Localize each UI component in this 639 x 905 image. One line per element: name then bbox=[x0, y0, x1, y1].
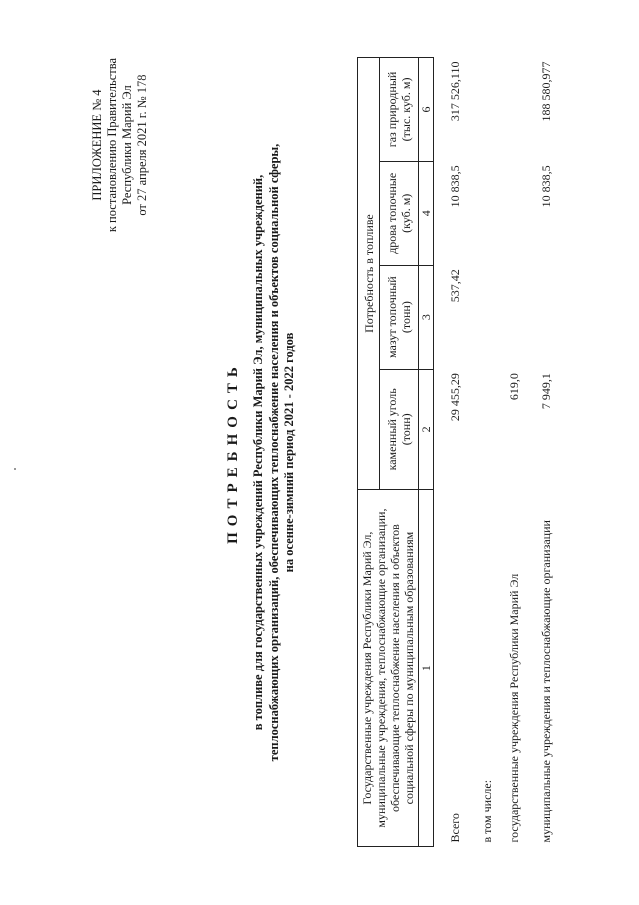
header-natural-gas: газ природный (тыс. куб. м) bbox=[380, 58, 419, 162]
column-number: 6 bbox=[419, 58, 434, 162]
cell-coal bbox=[466, 369, 498, 490]
decree-number: 178 bbox=[135, 74, 149, 94]
scan-speck bbox=[14, 468, 16, 470]
header-coal: каменный уголь (тонн) bbox=[380, 369, 419, 490]
row-label: Всего bbox=[448, 813, 462, 843]
column-number: 4 bbox=[419, 161, 434, 265]
subtitle-line: в топливе для государственных учреждений Республики Марий Эл, муниципальных учреждений, bbox=[251, 174, 265, 731]
table-row-state-institutions bbox=[498, 58, 530, 847]
row-label: муниципальные учреждения и теплоснабжающие организации bbox=[539, 520, 553, 843]
header-fuel-demand: Потребность в топливе bbox=[358, 58, 380, 490]
appendix-date bbox=[135, 58, 150, 232]
cell-fuel-oil bbox=[466, 265, 498, 369]
title-block bbox=[225, 40, 298, 865]
subtitle-line: теплоснабжающих организаций, обеспечивающих теплоснабжение населения и объектов социальной сферы, bbox=[266, 143, 281, 762]
column-number: 2 bbox=[419, 369, 434, 490]
date-rest: апреля 2021 г. № bbox=[135, 96, 149, 186]
column-number: 3 bbox=[419, 265, 434, 369]
table-row-municipal-institutions bbox=[530, 58, 562, 847]
appendix-republic: Республики Марий Эл bbox=[120, 85, 134, 205]
appendix-header bbox=[90, 58, 150, 232]
cell-fuel-oil bbox=[530, 265, 562, 369]
appendix-reference: к постановлению Правительства bbox=[105, 58, 119, 233]
date-day: 27 bbox=[135, 188, 149, 201]
row-label: в том числе: bbox=[480, 779, 494, 843]
cell-coal: 7 949,1 bbox=[539, 373, 553, 410]
cell-natural-gas: 188 580,977 bbox=[539, 61, 553, 122]
cell-natural-gas: 317 526,110 bbox=[448, 61, 462, 122]
cell-natural-gas bbox=[466, 58, 498, 162]
header-firewood: дрова топочные (куб. м) bbox=[380, 161, 419, 265]
fuel-demand-table bbox=[357, 57, 562, 847]
header-organizations: Государственные учреждения Республики Марий Эл, муниципальные учреждения, теплоснабжающие организации, обеспечивающие теплоснабжение населения и объектов социальной сферы по муниципальным образованиям bbox=[358, 490, 419, 847]
subtitle-line: на осенне-зимний период 2021 - 2022 годов bbox=[282, 332, 296, 573]
cell-fuel-oil bbox=[498, 265, 530, 369]
table-row-total bbox=[434, 58, 467, 847]
cell-firewood bbox=[466, 161, 498, 265]
cell-coal: 29 455,29 bbox=[448, 373, 462, 422]
cell-firewood bbox=[498, 161, 530, 265]
cell-firewood: 10 838,5 bbox=[448, 165, 462, 208]
document-subtitle bbox=[251, 40, 298, 865]
cell-fuel-oil: 537,42 bbox=[448, 269, 462, 303]
cell-firewood: 10 838,5 bbox=[539, 165, 553, 208]
column-number: 1 bbox=[419, 490, 434, 847]
cell-natural-gas bbox=[498, 58, 530, 162]
table-row-including bbox=[466, 58, 498, 847]
appendix-title: ПРИЛОЖЕНИЕ № 4 bbox=[90, 89, 104, 201]
header-fuel-oil: мазут топочный (тонн) bbox=[380, 265, 419, 369]
cell-coal: 619,0 bbox=[507, 373, 521, 401]
date-prefix: от bbox=[135, 204, 149, 216]
row-label: государственные учреждения Республики Марий Эл bbox=[507, 573, 521, 843]
document-title: ПОТРЕБНОСТЬ bbox=[225, 361, 241, 544]
